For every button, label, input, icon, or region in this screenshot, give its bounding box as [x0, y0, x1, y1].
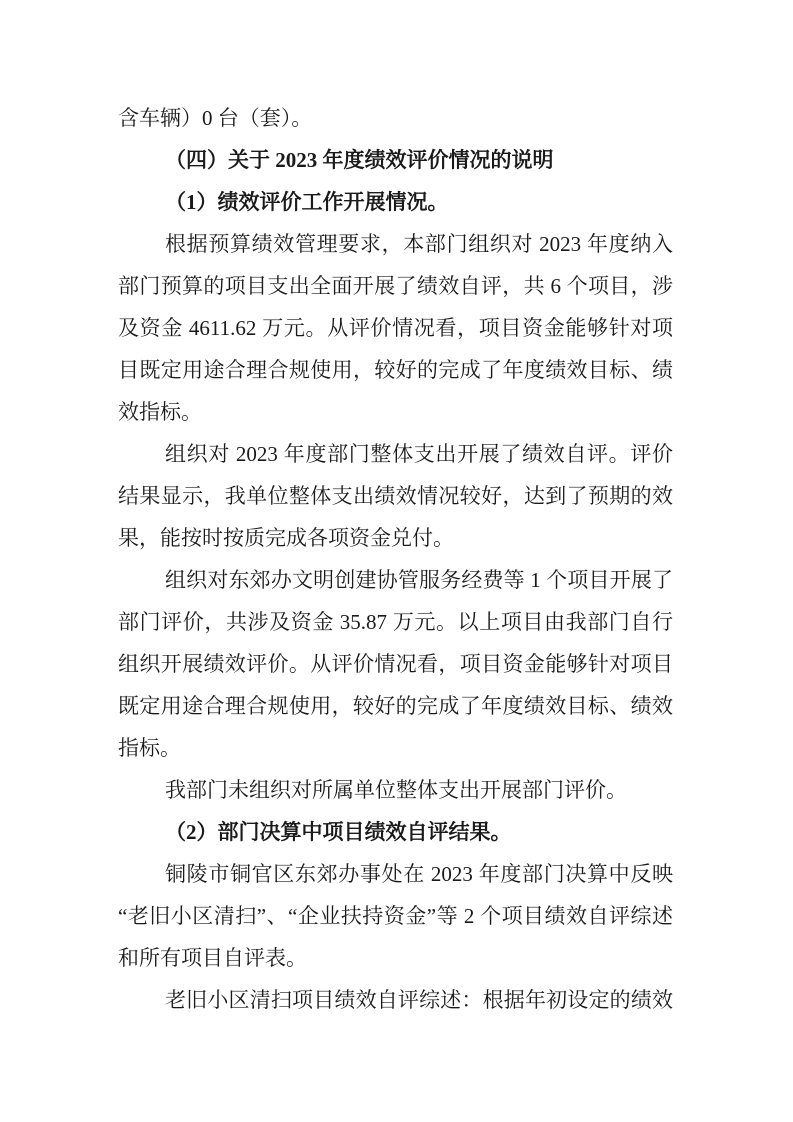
paragraph-line: 既定用途合理合规使用，较好的完成了年度绩效目标、绩效 [118, 694, 673, 718]
subheading-performance-evaluation: （1）绩效评价工作开展情况。 [165, 190, 449, 214]
paragraph-line: 部门评价，共涉及资金 35.87 万元。以上项目由我部门自行 [118, 610, 673, 634]
paragraph-subordinate-units [118, 769, 673, 811]
paragraph-line: 目既定用途合理合规使用，较好的完成了年度绩效目标、绩 [118, 358, 673, 382]
paragraph-line: 部门预算的项目支出全面开展了绩效自评，共 6 个项目，涉 [118, 274, 673, 298]
paragraph-line: 铜陵市铜官区东郊办事处在 2023 年度部门决算中反映 [165, 862, 673, 886]
paragraph-line: 和所有项目自评表。 [118, 946, 307, 970]
paragraph-line: 果，能按时按质完成各项资金兑付。 [118, 526, 454, 550]
continuation-line: 含车辆）0 台（套）。 [118, 106, 313, 130]
paragraph-line: “老旧小区清扫”、“企业扶持资金”等 2 个项目绩效自评综述 [118, 904, 673, 928]
paragraph-cleaning-project-summary [118, 979, 673, 1021]
paragraph-line: 结果显示，我单位整体支出绩效情况较好，达到了预期的效 [118, 484, 673, 508]
paragraph-line: 组织对东郊办文明创建协管服务经费等 1 个项目开展了 [165, 568, 673, 592]
paragraph-line: 老旧小区清扫项目绩效自评综述：根据年初设定的绩效 [165, 988, 673, 1012]
paragraph-line: 我部门未组织对所属单位整体支出开展部门评价。 [165, 778, 627, 802]
subheading-self-evaluation-results: （2）部门决算中项目绩效自评结果。 [165, 820, 512, 844]
paragraph-line: 组织开展绩效评价。从评价情况看，项目资金能够针对项目 [118, 652, 673, 676]
paragraph-line: 组织对 2023 年度部门整体支出开展了绩效自评。评价 [165, 442, 673, 466]
section-heading: （四）关于 2023 年度绩效评价情况的说明 [165, 148, 554, 172]
paragraph-line: 效指标。 [118, 400, 202, 424]
paragraph-line: 及资金 4611.62 万元。从评价情况看，项目资金能够针对项 [118, 316, 673, 340]
paragraph-department-evaluation [118, 559, 673, 769]
paragraph-overall-expenditure [118, 433, 673, 559]
paragraph-project-self-evaluation [118, 223, 673, 433]
paragraph-line: 根据预算绩效管理要求，本部门组织对 2023 年度纳入 [165, 232, 673, 256]
paragraph-final-accounts [118, 853, 673, 979]
document-page [118, 97, 673, 1021]
paragraph-line: 指标。 [118, 736, 181, 760]
